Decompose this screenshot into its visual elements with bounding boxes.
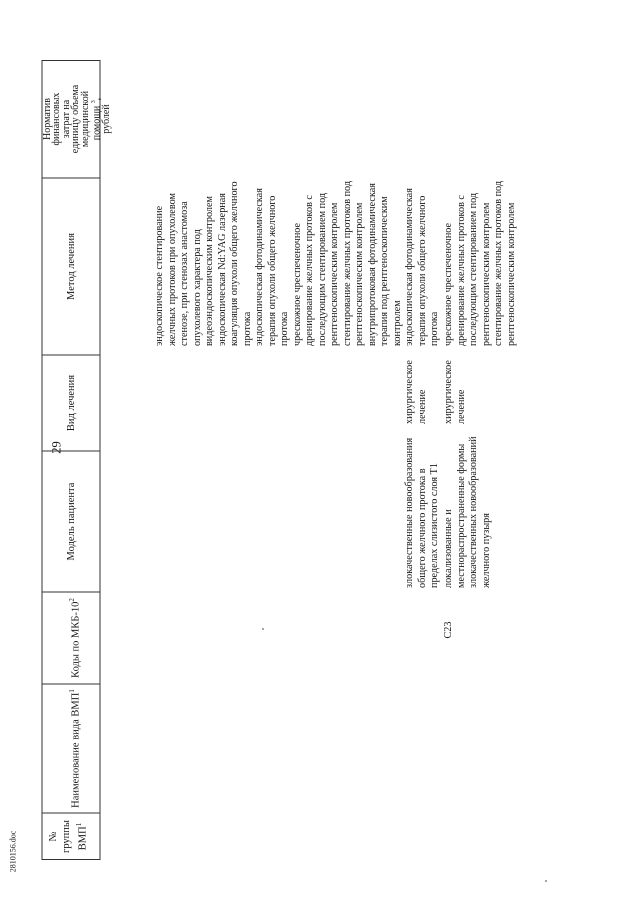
entry1-treatment-method: эндоскопическая фотодинамическая терапия опухоли общего желчного протока — [404, 188, 440, 346]
header-icd-codes: Коды по МКБ-$10^2$ — [68, 598, 82, 678]
page-number: 29 — [49, 441, 64, 454]
entry2-treatment-kind: хирургическое лечение — [443, 360, 467, 424]
header-treatment-method: Метод лечения — [66, 233, 77, 300]
method-continued-list: эндоскопическое стентирование желчных протоков при опухолевом стенозе, при стенозах анастомоза опухолевого характера под видеоэндоскопическим контролем эндоскопическая Nd:YAG лазерная коагуляция опухоли общего желчного протока эндоскопическая фотодинамическая терапия опухоли общего желчного протока чрескожное чреспеченочное дренирование желчных протоков с последующим стентированием под рентгеноскопическим контролем стентирование желчных протоков под рентгеноскопическим контролем внутрипротоковая фотодинамическая терапия под рентгеноскопическим контролем — [154, 180, 403, 346]
entry1-patient-model: злокачественные новообразования общего желчного протока в пределах слизистого слоя T1 — [404, 437, 440, 588]
entry2-treatment-method: чрескожное чреспеченочное дренирование желчных протоков с последующим стентированием под рентгеноскопическим контролем стентирование желчных протоков под рентгеноскопическим контролем — [443, 180, 517, 346]
entry2-icd-code: C23 — [443, 621, 454, 639]
footer-file-code: 2810156.doc — [8, 830, 18, 873]
entry2-patient-model: локализованные и местнораспространенные формы злокачественных новообразований желчного пузыря — [443, 436, 492, 588]
header-patient-model: Модель пациента — [66, 482, 77, 561]
rotated-table-sheet — [20, 60, 620, 860]
scan-speck — [545, 880, 547, 882]
header-financial-norm: Норматив финансовых затрат на единицу объема медицинской помощи $^3$, рублей — [42, 84, 112, 154]
scan-speck — [262, 628, 264, 630]
header-vmp-name: Наименование вида ВМП$^1$ — [68, 689, 82, 808]
header-treatment-kind: Вид лечения — [66, 374, 77, 432]
entry1-treatment-kind: хирургическое лечение — [404, 360, 428, 424]
header-group-number: № группы ВМП$^1$ — [48, 820, 89, 853]
